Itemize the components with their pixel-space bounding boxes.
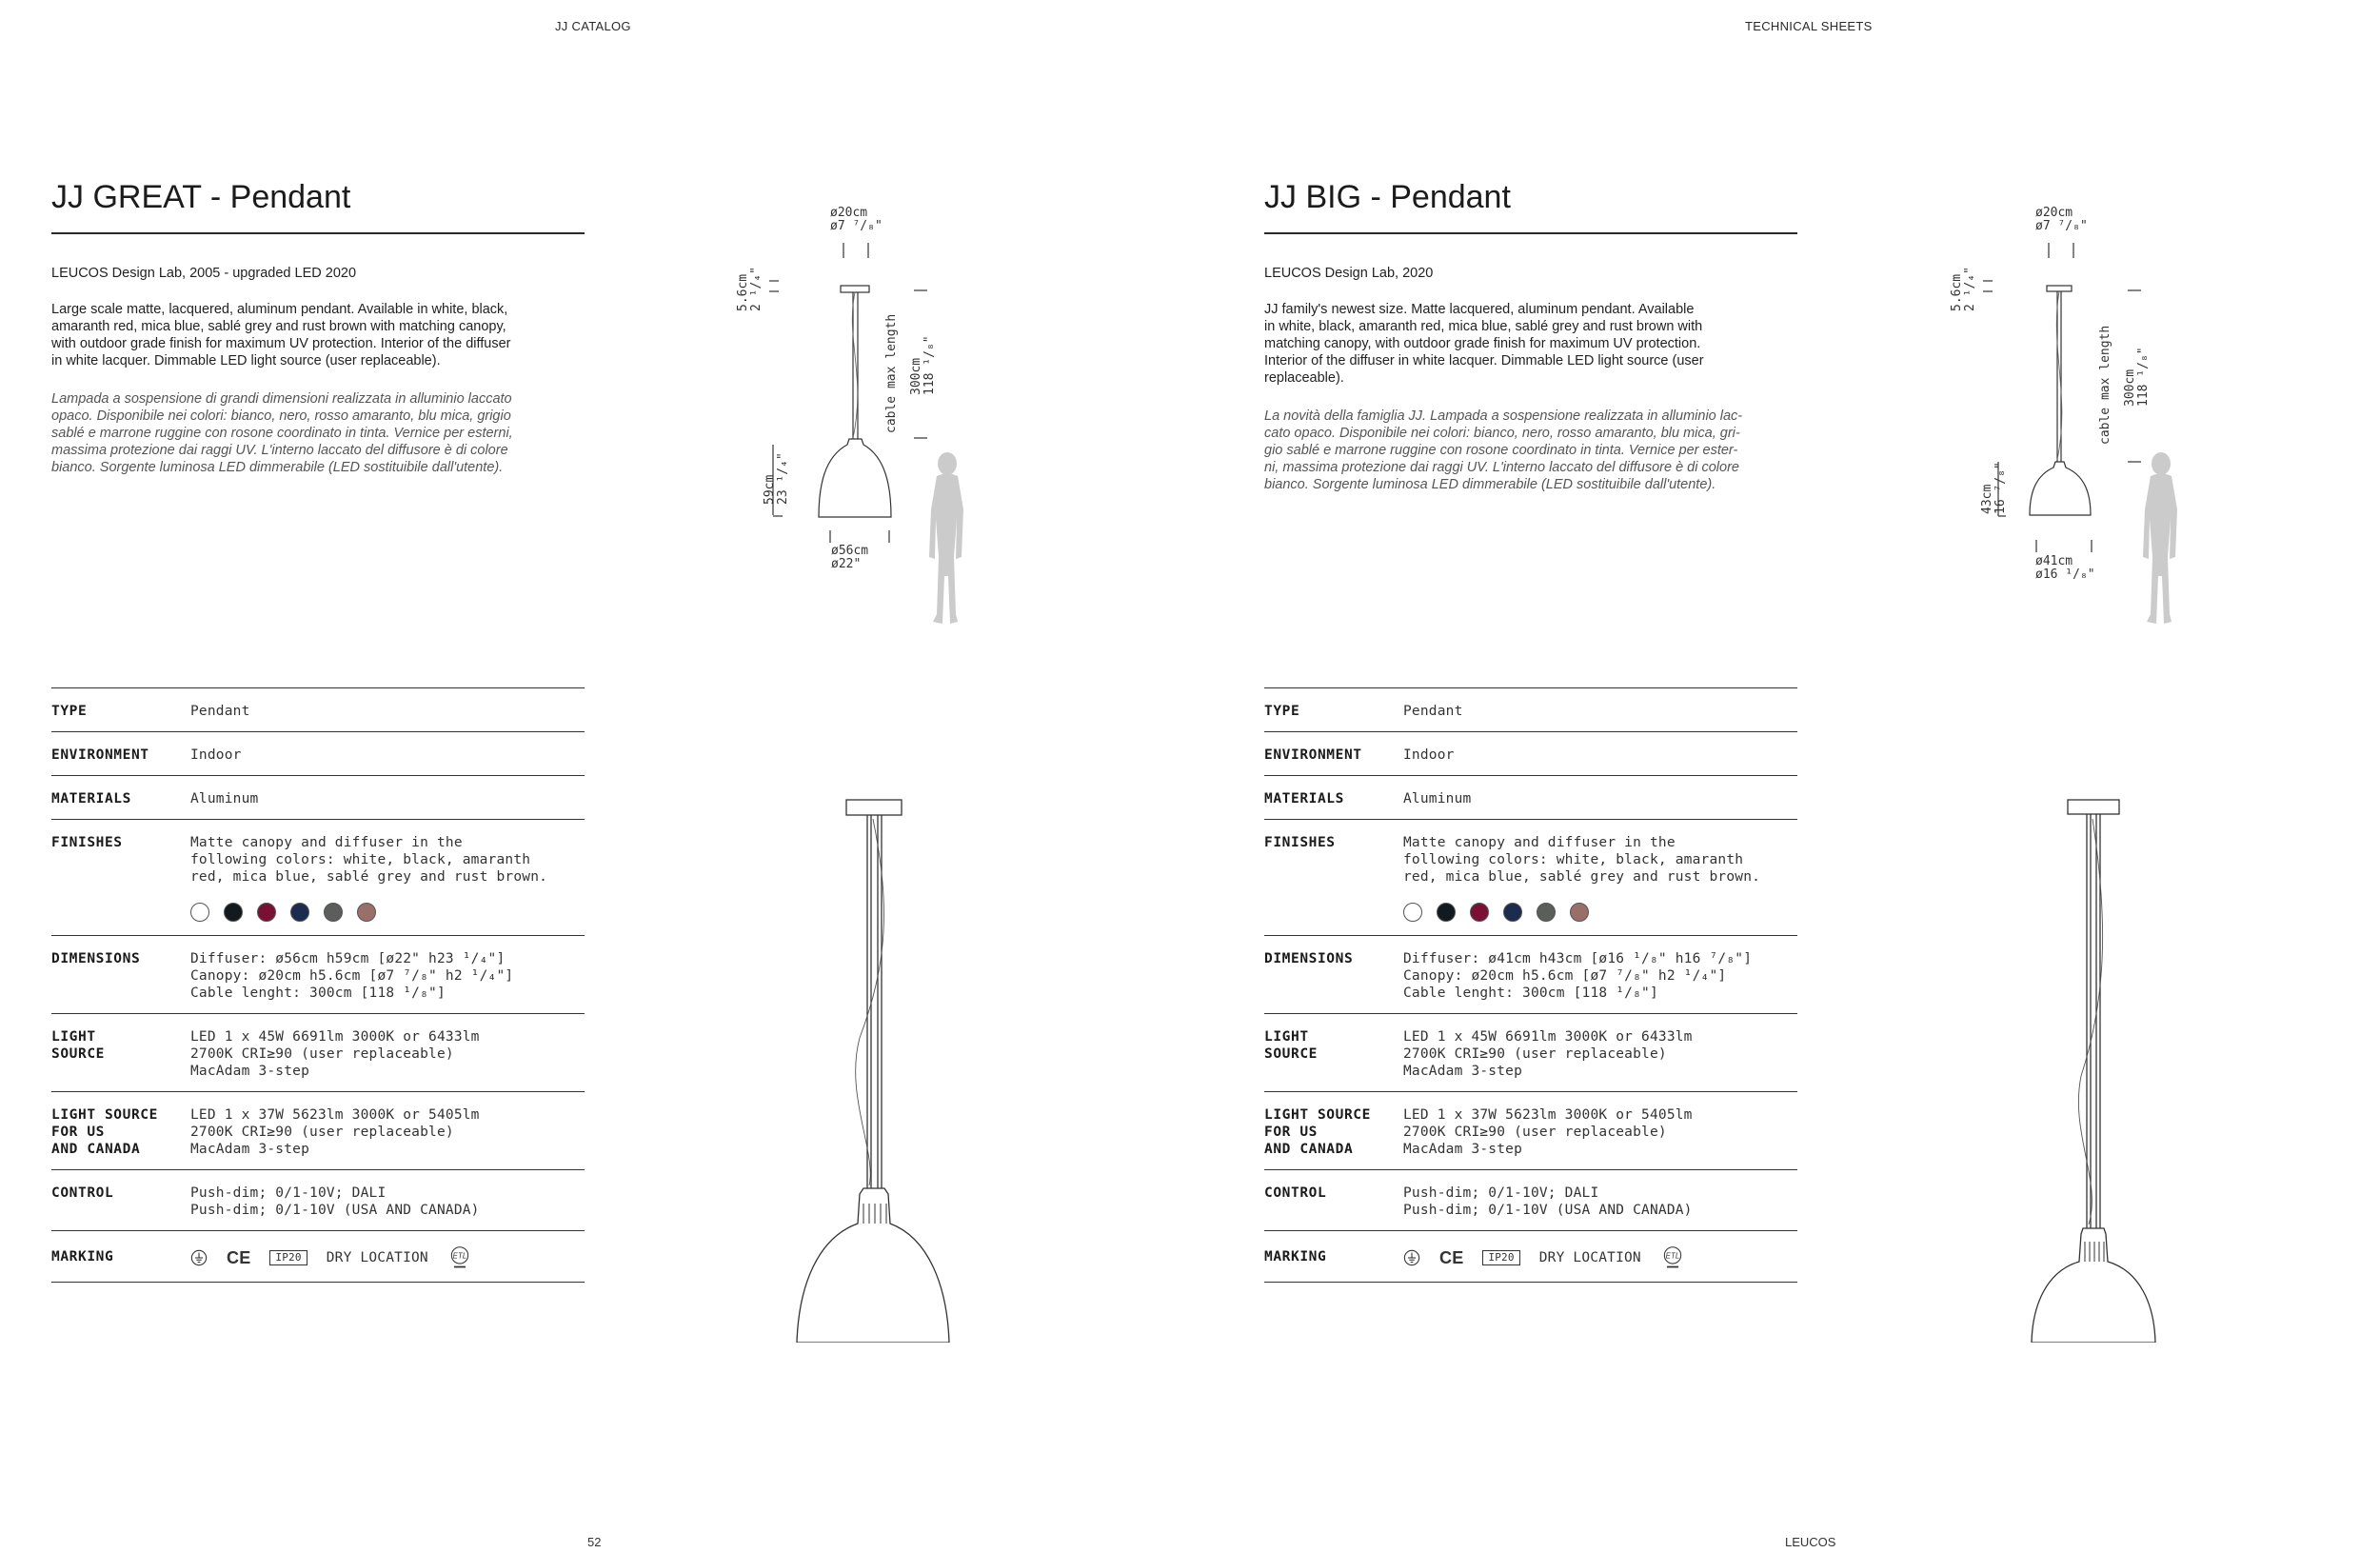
spec-row-marking [51, 1231, 585, 1283]
spec-row-environment [1264, 732, 1797, 776]
spec-value: Pendant [190, 704, 250, 719]
spec-line: 2700K CRI≥90 (user replaceable) [190, 1046, 454, 1062]
diffuser-height-in: 16 ⁷/₈" [1993, 462, 2008, 514]
spec-row-materials [51, 776, 585, 820]
spec-row-type [1264, 688, 1797, 732]
spec-label [51, 1106, 190, 1158]
label-line: LIGHT SOURCE [51, 1107, 158, 1123]
cable-label: cable max length [884, 313, 899, 433]
spec-label: FINISHES [51, 835, 123, 850]
catalog-header: JJ CATALOG [555, 19, 631, 33]
front-view-drawing [785, 790, 957, 1343]
spec-label: CONTROL [51, 1185, 114, 1201]
cable-length-in: 118 ¹/₈" [2136, 347, 2151, 407]
spec-row-control [51, 1170, 585, 1231]
spec-line: Canopy: ø20cm h5.6cm [ø7 ⁷/₈" h2 ¹/₄"] [1403, 968, 1727, 984]
dry-location-label: DRY LOCATION [326, 1250, 428, 1265]
spec-value: Indoor [1403, 747, 1455, 763]
spec-label: TYPE [1264, 704, 1300, 719]
spec-value [1403, 1106, 1797, 1158]
spec-label: MARKING [51, 1249, 114, 1264]
spec-line: MacAdam 3-step [190, 1142, 310, 1157]
canopy-height-in: 2 ¹/₄" [1963, 267, 1977, 311]
spec-row-finishes [51, 820, 585, 936]
design-credit: LEUCOS Design Lab, 2020 [1264, 266, 1434, 281]
spec-line: Push-dim; 0/1-10V; DALI [1403, 1185, 1599, 1201]
description-line: in white lacquer. Dimmable LED light source (user replaceable). [51, 353, 441, 368]
title-divider [1264, 232, 1797, 234]
spec-row-light-source [1264, 1014, 1797, 1092]
ground-icon [190, 1249, 208, 1266]
spec-line: LED 1 x 45W 6691lm 3000K or 6433lm [190, 1029, 480, 1045]
spec-row-control [1264, 1170, 1797, 1231]
spec-line: Push-dim; 0/1-10V (USA AND CANADA) [1403, 1203, 1693, 1218]
dimension-drawing [724, 195, 1028, 690]
spec-label: MARKING [1264, 1249, 1327, 1264]
spec-line: following colors: white, black, amaranth [190, 852, 531, 867]
spec-row-dimensions [1264, 936, 1797, 1014]
description-line: sablé e marrone ruggine con rosone coordinato in tinta. Vernice per esterni, [51, 426, 513, 441]
spec-label: TYPE [51, 704, 88, 719]
description-line: cato opaco. Disponibile nei colori: bianco, nero, rosso amaranto, blu mica, gri- [1264, 426, 1740, 441]
spec-line: 2700K CRI≥90 (user replaceable) [1403, 1125, 1667, 1140]
swatch-sable-grey [1537, 903, 1556, 922]
diffuser-height-cm: 59cm [763, 474, 777, 505]
ip-rating-badge: IP20 [1482, 1250, 1519, 1265]
description-it [51, 390, 585, 476]
label-line: SOURCE [1264, 1046, 1318, 1062]
page-number: 52 [587, 1535, 602, 1549]
cable-length-cm: 300cm [2123, 368, 2137, 407]
description-line: JJ family's newest size. Matte lacquered, aluminum pendant. Available [1264, 302, 1695, 317]
spec-row-type [51, 688, 585, 732]
spec-row-environment [51, 732, 585, 776]
diffuser-height-cm: 43cm [1980, 484, 1994, 514]
cable-label: cable max length [2098, 325, 2112, 445]
diffuser-diameter-cm: ø56cm [831, 544, 869, 558]
title-divider [51, 232, 585, 234]
spec-line: red, mica blue, sablé grey and rust brown. [1403, 869, 1761, 885]
spec-value [190, 1245, 585, 1270]
spec-label: DIMENSIONS [1264, 951, 1354, 966]
diffuser-diameter-in: ø22" [831, 557, 862, 571]
spec-row-finishes [1264, 820, 1797, 936]
description-line: La novità della famiglia JJ. Lampada a sospensione realizzata in alluminio lac- [1264, 408, 1743, 424]
description-line: Interior of the diffuser in white lacquer. Dimmable LED light source (user [1264, 353, 1704, 368]
human-silhouette [2143, 452, 2177, 624]
ce-mark-icon: CE [227, 1248, 251, 1267]
color-swatches [1403, 903, 1797, 922]
swatch-white [1403, 903, 1422, 922]
label-line: FOR US [51, 1125, 105, 1140]
spec-value [190, 834, 585, 924]
spec-row-light-source-us [51, 1092, 585, 1170]
description-line: opaco. Disponibile nei colori: bianco, nero, rosso amaranto, blu mica, grigio [51, 408, 511, 424]
spec-value: Aluminum [1403, 791, 1472, 806]
section-header: TECHNICAL SHEETS [1745, 19, 1873, 33]
canopy-height-in: 2 ¹/₄" [749, 267, 764, 311]
label-line: SOURCE [51, 1046, 105, 1062]
canopy-diameter-in: ø7 ⁷/₈" [830, 219, 883, 233]
human-silhouette [929, 452, 963, 624]
swatch-rust-brown [1570, 903, 1589, 922]
label-line: FOR US [1264, 1125, 1318, 1140]
description-line: bianco. Sorgente luminosa LED dimmerabile (LED sostituibile dall'utente). [1264, 477, 1716, 492]
spec-row-materials [1264, 776, 1797, 820]
canopy-height-cm: 5.6cm [1950, 273, 1964, 311]
spec-value: Aluminum [190, 791, 259, 806]
spec-label: CONTROL [1264, 1185, 1327, 1201]
spec-value: Pendant [1403, 704, 1463, 719]
spec-line: Diffuser: ø56cm h59cm [ø22" h23 ¹/₄"] [190, 951, 506, 966]
spec-line: Push-dim; 0/1-10V (USA AND CANADA) [190, 1203, 480, 1218]
label-line: LIGHT [51, 1029, 96, 1045]
description-en [51, 301, 585, 369]
cable-length-in: 118 ¹/₈" [922, 335, 937, 395]
spec-line: 2700K CRI≥90 (user replaceable) [190, 1125, 454, 1140]
description-line: Large scale matte, lacquered, aluminum pendant. Available in white, black, [51, 302, 508, 317]
canopy-diameter-cm: ø20cm [830, 206, 868, 220]
spec-value [1403, 950, 1797, 1002]
description-line: in white, black, amaranth red, mica blue, sablé grey and rust brown with [1264, 319, 1703, 334]
ce-mark-icon: CE [1439, 1248, 1464, 1267]
spec-line: LED 1 x 37W 5623lm 3000K or 5405lm [1403, 1107, 1693, 1123]
spec-label: MATERIALS [1264, 791, 1344, 806]
swatch-amaranth-red [1470, 903, 1489, 922]
spec-value [1403, 1185, 1797, 1219]
label-line: AND CANADA [51, 1142, 141, 1157]
description-line: replaceable). [1264, 370, 1344, 386]
spec-label [1264, 1028, 1403, 1080]
spec-value [190, 1185, 585, 1219]
swatch-amaranth-red [257, 903, 276, 922]
description-line: massima protezione dai raggi UV. L'interno laccato del diffusore è di colore [51, 443, 508, 458]
description-line: gio sablé e marrone ruggine con rosone coordinato in tinta. Vernice per ester- [1264, 443, 1738, 458]
spec-label: ENVIRONMENT [51, 747, 149, 763]
etl-certification-icon [1660, 1245, 1685, 1270]
spec-line: Push-dim; 0/1-10V; DALI [190, 1185, 387, 1201]
label-line: AND CANADA [1264, 1142, 1354, 1157]
spec-value: Indoor [190, 747, 242, 763]
spec-row-light-source [51, 1014, 585, 1092]
design-credit: LEUCOS Design Lab, 2005 - upgraded LED 2020 [51, 266, 357, 281]
cable-length-cm: 300cm [909, 357, 923, 395]
spec-line: red, mica blue, sablé grey and rust brown. [190, 869, 548, 885]
front-view-drawing [2018, 790, 2171, 1343]
spec-label: FINISHES [1264, 835, 1336, 850]
spec-line: Matte canopy and diffuser in the [190, 835, 463, 850]
product-title: JJ BIG - Pendant [1264, 179, 1511, 215]
spec-line: MacAdam 3-step [1403, 1142, 1523, 1157]
diffuser-diameter-cm: ø41cm [2035, 554, 2073, 568]
spec-value [1403, 1245, 1797, 1270]
swatch-black [224, 903, 243, 922]
product-title: JJ GREAT - Pendant [51, 179, 351, 215]
canopy-diameter-in: ø7 ⁷/₈" [2035, 219, 2088, 233]
description-line: amaranth red, mica blue, sablé grey and rust brown with matching canopy, [51, 319, 506, 334]
spec-table [51, 687, 585, 1283]
spec-row-light-source-us [1264, 1092, 1797, 1170]
description-line: matching canopy, with outdoor grade finish for maximum UV protection. [1264, 336, 1701, 351]
canopy-diameter-cm: ø20cm [2035, 206, 2073, 220]
spec-row-dimensions [51, 936, 585, 1014]
ground-icon [1403, 1249, 1420, 1266]
swatch-mica-blue [290, 903, 309, 922]
spec-line: MacAdam 3-step [1403, 1064, 1523, 1079]
spec-line: Diffuser: ø41cm h43cm [ø16 ¹/₈" h16 ⁷/₈"] [1403, 951, 1753, 966]
spec-label: DIMENSIONS [51, 951, 141, 966]
spec-row-marking [1264, 1231, 1797, 1283]
description-line: with outdoor grade finish for maximum UV protection. Interior of the diffuser [51, 336, 511, 351]
spec-value [190, 1028, 585, 1080]
color-swatches [190, 903, 585, 922]
etl-certification-icon [447, 1245, 472, 1270]
spec-value [190, 1106, 585, 1158]
spec-line: Cable lenght: 300cm [118 ¹/₈"] [1403, 986, 1658, 1001]
spec-line: MacAdam 3-step [190, 1064, 310, 1079]
spec-line: Matte canopy and diffuser in the [1403, 835, 1676, 850]
spec-label [51, 1028, 190, 1080]
spec-line: following colors: white, black, amaranth [1403, 852, 1744, 867]
spec-line: LED 1 x 37W 5623lm 3000K or 5405lm [190, 1107, 480, 1123]
dry-location-label: DRY LOCATION [1538, 1250, 1641, 1265]
label-line: LIGHT [1264, 1029, 1309, 1045]
diffuser-diameter-in: ø16 ¹/₈" [2035, 567, 2095, 582]
spec-value [1403, 834, 1797, 924]
description-en [1264, 301, 1794, 387]
swatch-rust-brown [357, 903, 376, 922]
swatch-mica-blue [1503, 903, 1522, 922]
description-line: ni, massima protezione dai raggi UV. L'interno laccato del diffusore è di colore [1264, 460, 1739, 475]
dimension-drawing [1937, 195, 2242, 690]
spec-line: Canopy: ø20cm h5.6cm [ø7 ⁷/₈" h2 ¹/₄"] [190, 968, 514, 984]
label-line: LIGHT SOURCE [1264, 1107, 1371, 1123]
spec-value [190, 950, 585, 1002]
footer-brand: LEUCOS [1785, 1535, 1836, 1549]
spec-value [1403, 1028, 1797, 1080]
spec-line: 2700K CRI≥90 (user replaceable) [1403, 1046, 1667, 1062]
spec-line: LED 1 x 45W 6691lm 3000K or 6433lm [1403, 1029, 1693, 1045]
spec-label [1264, 1106, 1403, 1158]
swatch-black [1437, 903, 1456, 922]
diffuser-height-in: 23 ¹/₄" [776, 452, 790, 505]
spec-table [1264, 687, 1797, 1283]
swatch-white [190, 903, 209, 922]
description-line: Lampada a sospensione di grandi dimensioni realizzata in alluminio laccato [51, 391, 512, 407]
spec-label: MATERIALS [51, 791, 131, 806]
spec-label: ENVIRONMENT [1264, 747, 1362, 763]
spec-line: Cable lenght: 300cm [118 ¹/₈"] [190, 986, 446, 1001]
ip-rating-badge: IP20 [269, 1250, 307, 1265]
swatch-sable-grey [324, 903, 343, 922]
description-it [1264, 408, 1794, 493]
description-line: bianco. Sorgente luminosa LED dimmerabile (LED sostituibile dall'utente). [51, 460, 504, 475]
canopy-height-cm: 5.6cm [736, 273, 750, 311]
